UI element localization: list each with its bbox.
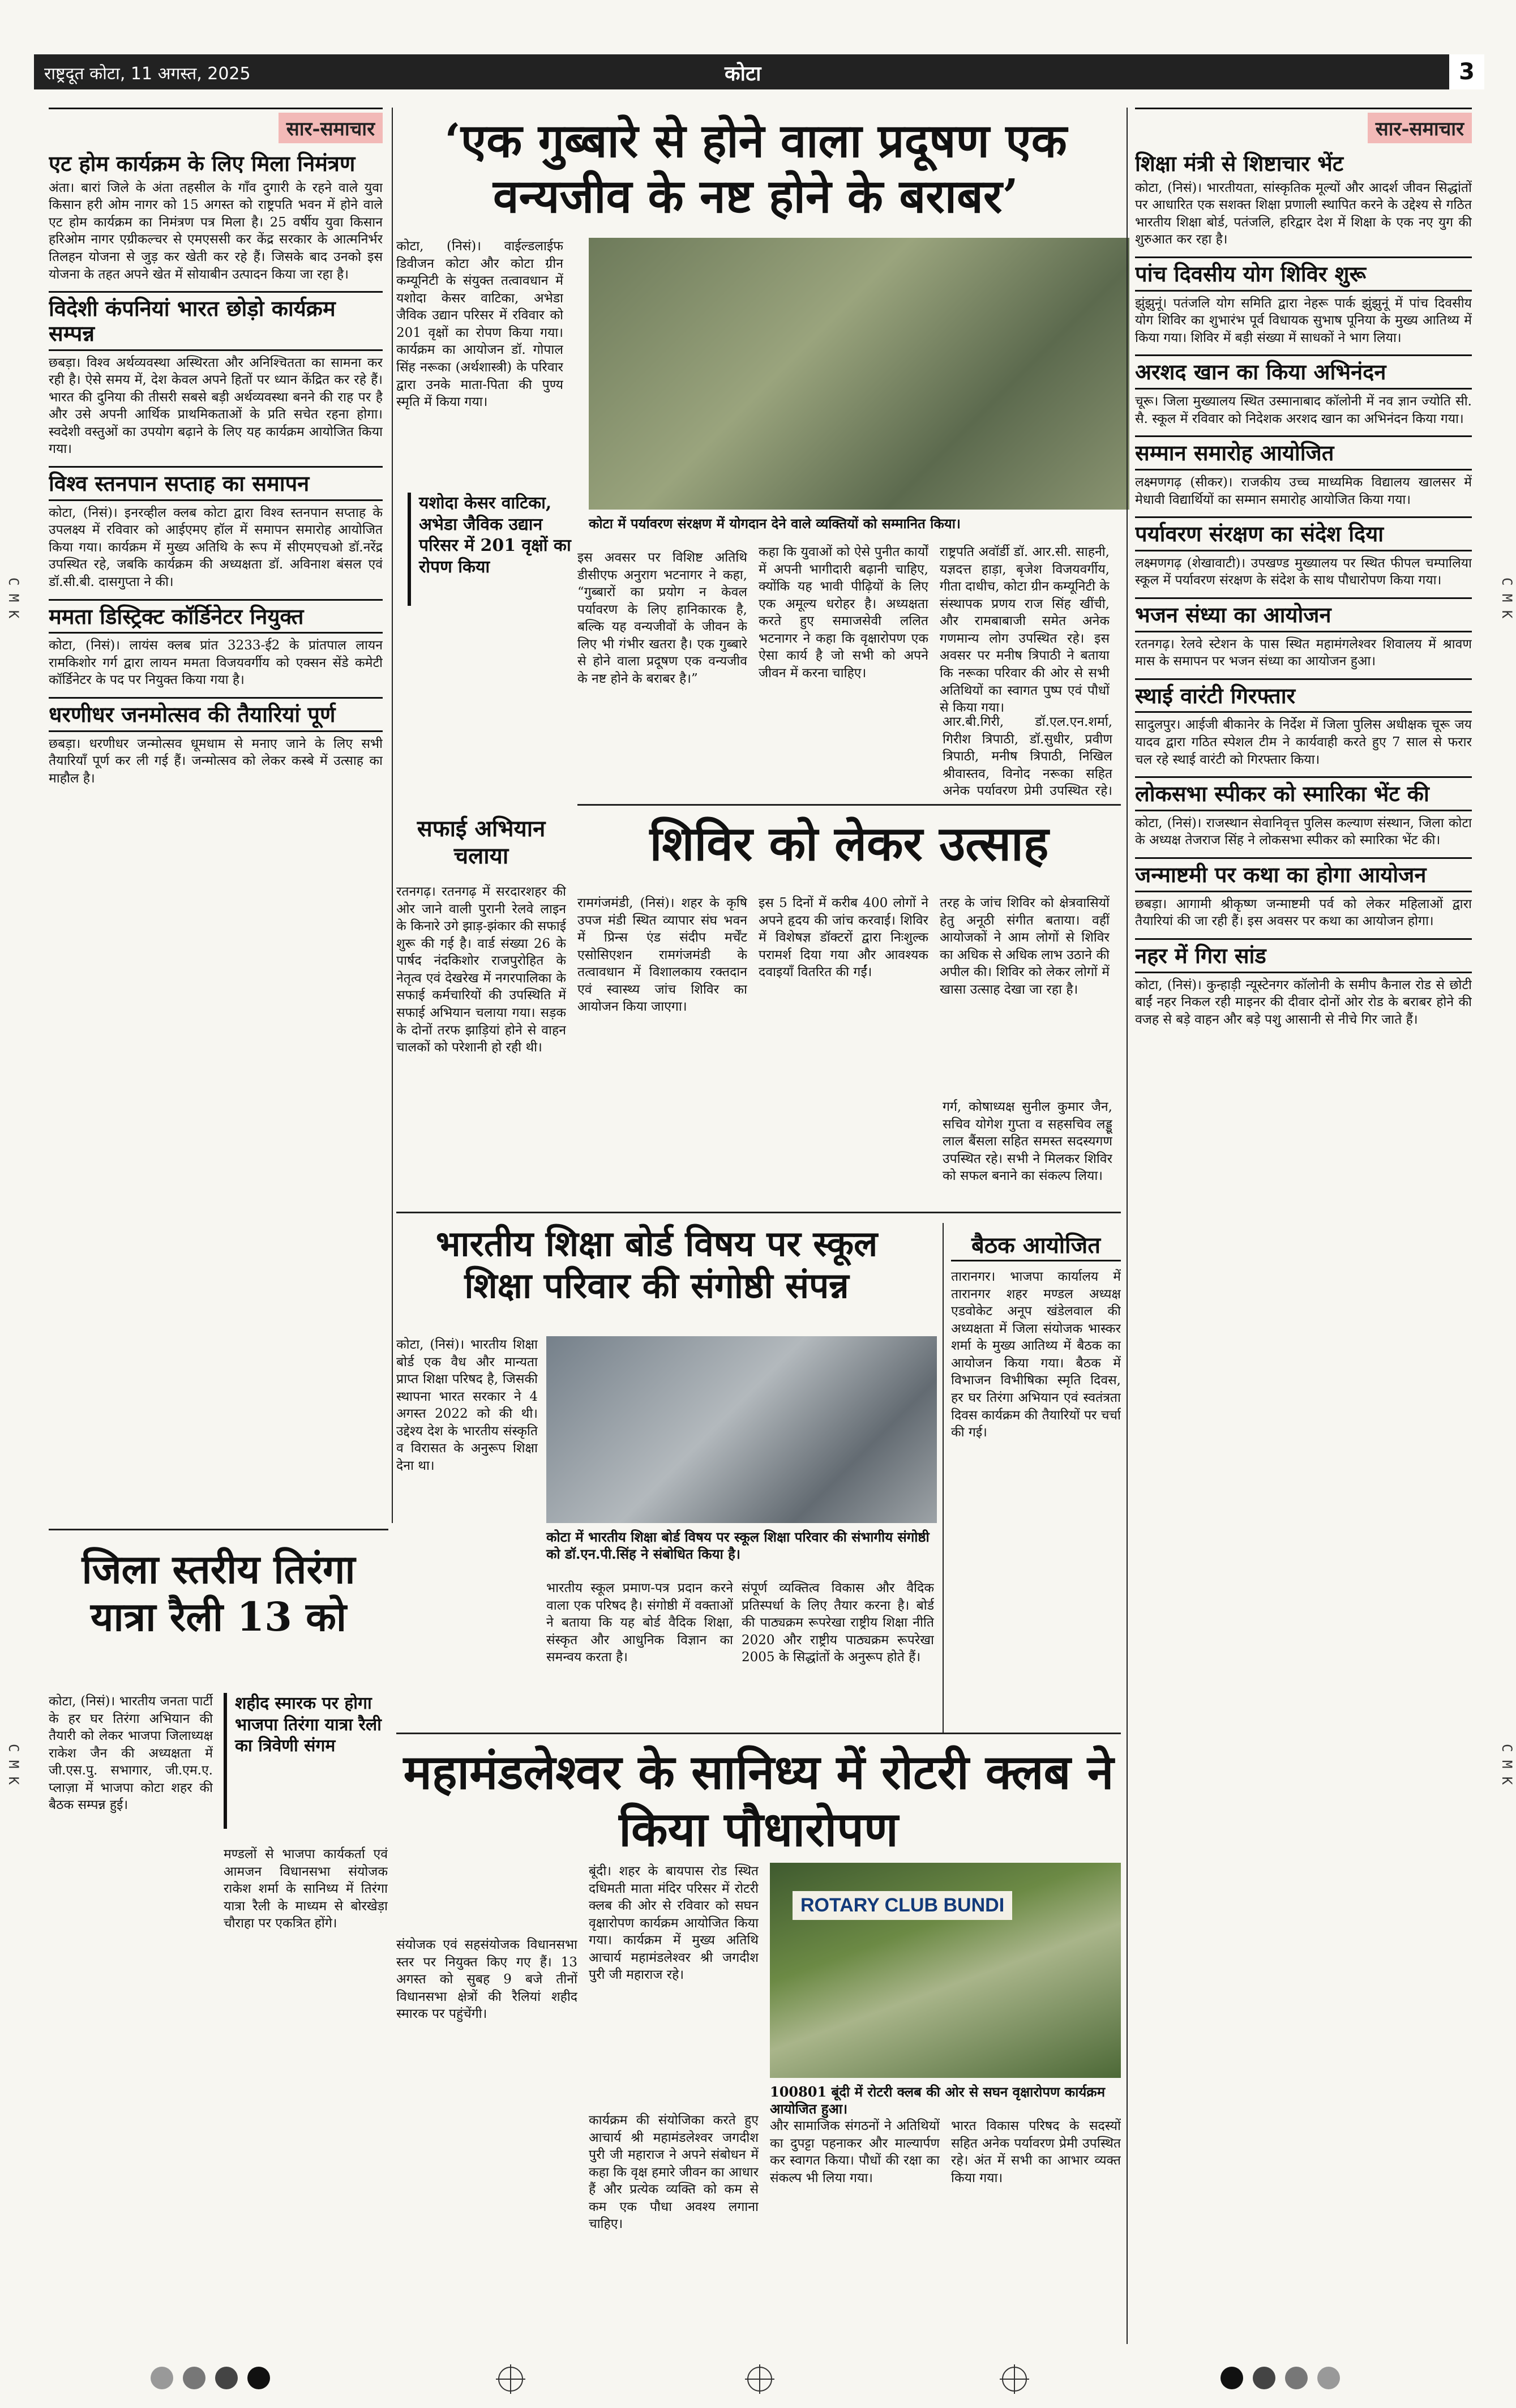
- print-dot: [151, 2367, 173, 2389]
- brief-heading: ममता डिस्ट्रिक्ट कॉर्डिनेटर नियुक्त: [49, 599, 383, 634]
- rotary-body-col3: [770, 2118, 940, 2344]
- brief-body: सादुलपुर। आईजी बीकानेर के निर्देश में जिला पुलिस अधीक्षक चूरू जय यादव द्वारा गठित स्पेशल टीम ने कार्यवाही करते हुए 7 साल से फरार चल रहे स्थाई वारंटी को गिरफ्तार किया।: [1135, 717, 1472, 767]
- section-divider: [577, 804, 1121, 806]
- rotary-paragraph: और सामाजिक संगठनों ने अतिथियों का दुपट्टा पहनाकर और माल्यार्पण कर स्वागत किया। पौधों की रक्षा का संकल्प भी लिया गया।: [770, 2119, 940, 2185]
- lead-body-col3: [759, 544, 928, 798]
- brief-body: कोटा, (निसं)। भारतीयता, सांस्कृतिक मूल्यों और आदर्श जीवन सिद्धांतों पर आधारित एक सशक्त शिक्षा प्रणाली स्थापित करने के उद्देश्य से गठित भारतीय शिक्षा बोर्ड, पतंजलि, हरिद्वार देश में शिक्षा के एक नए युग की शुरुआत कर रहा है।: [1135, 180, 1472, 247]
- print-dot: [1285, 2367, 1308, 2389]
- brief-heading: एट होम कार्यक्रम के लिए मिला निमंत्रण: [49, 151, 356, 176]
- print-dot: [1317, 2367, 1340, 2389]
- brief-body: लक्ष्मणगढ़ (सीकर)। राजकीय उच्च माध्यमिक विद्यालय खालसर में मेधावी विद्यार्थियों का सम्मान समारोह आयोजित किया गया।: [1135, 474, 1472, 507]
- brief-heading: भजन संध्या का आयोजन: [1135, 597, 1472, 632]
- brief-heading: नहर में गिरा सांड: [1135, 938, 1472, 973]
- column-divider: [392, 108, 393, 1523]
- registration-cmk-left-lower: C M K: [6, 1744, 22, 1785]
- section-divider: [396, 1212, 1121, 1213]
- rotary-body-col2: [589, 2112, 759, 2344]
- rally-body-col2: [224, 1846, 388, 2344]
- rally-highlight-text: शहीद स्मारक पर होगा भाजपा तिरंगा यात्रा रैली का त्रिवेणी संगम: [235, 1693, 382, 1756]
- brief-body: रतनगढ़। रेलवे स्टेशन के पास स्थित महामंगलेश्वर शिवालय में श्रावण मास के समापन पर भजन संध्या का आयोजन हुआ।: [1135, 636, 1472, 669]
- meeting-heading: बैठक आयोजित: [951, 1229, 1121, 1261]
- column-divider-right: [1127, 108, 1128, 2344]
- brief-heading: विश्व स्तनपान सप्ताह का समापन: [49, 466, 383, 501]
- cleanliness-heading: सफाई अभियान चलाया: [417, 815, 546, 869]
- lead-paragraph: इस अवसर पर विशिष्ट अतिथि डीसीएफ अनुराग भटनागर ने कहा, “गुब्बारों का प्रयोग न केवल पर्यावरण के लिए हानिकारक है, बल्कि यह वन्यजीवों के जीवन के लिए भी गंभीर खतरा है। एक गुब्बारे से होने वाला प्रदूषण एक वन्यजीव के नष्ट होने के बराबर है।”: [577, 550, 747, 687]
- section-divider: [396, 1733, 1121, 1734]
- print-dot: [215, 2367, 238, 2389]
- board-body-col1: [396, 1336, 538, 1574]
- print-dot: [1220, 2367, 1243, 2389]
- rotary-paragraph: भारत विकास परिषद के सदस्यों सहित अनेक पर्यावरण प्रेमी उपस्थित रहे। अंत में सभी का आभार व्यक्त किया गया।: [951, 2119, 1121, 2185]
- brief-heading: धरणीधर जनमोत्सव की तैयारियां पूर्ण: [49, 697, 383, 732]
- rally-headline: जिला स्तरीय तिरंगा यात्रा रैली 13 को: [82, 1546, 356, 1640]
- camp-paragraph: रामगंजमंडी, (निसं)। शहर के कृषि उपज मंडी स्थित व्यापार संघ भवन में प्रिन्स एंड संदीप मर्चेंट एसोसिएशन रामगंजमंडी के तत्वावधान में विशालकाय रक्तदान एवं स्वास्थ्य जांच शिविर का आयोजन किया जाएगा।: [577, 896, 747, 1015]
- rally-highlight-box: [224, 1693, 388, 1829]
- lead-photo-caption: कोटा में पर्यावरण संरक्षण में योगदान देने वाले व्यक्तियों को सम्मानित किया।: [589, 515, 961, 532]
- brief-heading: लोकसभा स्पीकर को स्मारिका भेंट की: [1135, 776, 1472, 811]
- board-body-col1b: [396, 1580, 538, 1721]
- registration-cross-icon: [498, 2367, 523, 2392]
- brief-body: कोटा, (निसं)। इनरव्हील क्लब कोटा द्वारा विश्व स्तनपान सप्ताह के उपलक्ष्य में रविवार को आईएमए हॉल में समापन समारोह आयोजित किया गया। कार्यक्रम में मुख्य अतिथि के रूप में सीएमएचओ डॉ.नरेंद्र उपस्थित रहे, जबकि कार्यक्रम की अध्यक्षता डॉ. अविनाश बंसल एवं डॉ.सी.बी. दासगुप्ता ने की।: [49, 505, 383, 589]
- brief-body: कोटा, (निसं)। राजस्थान सेवानिवृत्त पुलिस कल्याण संस्थान, जिला कोटा के अध्यक्ष तेजराज सिंह ने लोकसभा स्पीकर को स्मारिका भेंट की।: [1135, 815, 1472, 848]
- page-header: [34, 54, 1483, 89]
- camp-paragraph: तरह के जांच शिविर को क्षेत्रवासियों हेतु अनूठी संगीत बताया। वहीं आयोजकों ने आम लोगों से शिविर का अधिक से अधिक लाभ उठाने की अपील की। शिविर को लेकर लोगों में खासा उत्साह देखा जा रहा है।: [940, 896, 1110, 997]
- board-paragraph: भारतीय स्कूल प्रमाण-पत्र प्रदान करने वाला एक परिषद है। संगोष्ठी में वक्ताओं ने बताया कि यह बोर्ड वैदिक शिक्षा, संस्कृत और आधुनिक विज्ञान का समन्वय करता है।: [546, 1581, 733, 1665]
- brief-heading: पर्यावरण संरक्षण का संदेश दिया: [1135, 516, 1472, 551]
- rotary-body-col4: [951, 2118, 1121, 2344]
- brief-heading: अरशद खान का किया अभिनंदन: [1135, 354, 1472, 390]
- registration-cmk-right: C M K: [1499, 578, 1515, 619]
- rotary-paragraph: बूंदी। शहर के बायपास रोड स्थित दधिमती माता मंदिर परिसर में रोटरी क्लब की ओर से रविवार को सघन वृक्षारोपण कार्यक्रम आयोजित किया गया। कार्यक्रम में मुख्य अतिथि आचार्य महामंडलेश्वर श्री जगदीश पुरी जी महाराज रहे।: [589, 1864, 759, 1983]
- lead-highlight-box: [408, 493, 572, 606]
- rally-paragraph: संयोजक एवं सहसंयोजक विधानसभा स्तर पर नियुक्त किए गए हैं। 13 अगस्त को सुबह 9 बजे तीनों विधानसभा क्षेत्रों की रैलियां शहीद स्मारक पर पहुंचेंगी।: [396, 1937, 577, 2022]
- board-paragraph: कोटा, (निसं)। भारतीय शिक्षा बोर्ड एक वैध और मान्यता प्राप्त शिक्षा परिषद है, जिसकी स्थापना भारत सरकार ने 4 अगस्त 2022 को की थी। उद्देश्य देश के भारतीय संस्कृति व विरासत के अनुरूप शिक्षा देना था।: [396, 1337, 538, 1474]
- registration-cross-icon: [747, 2367, 772, 2392]
- brief-heading: शिक्षा मंत्री से शिष्टाचार भेंट: [1135, 151, 1344, 176]
- rotary-photo-caption: 100801 बूंदी में रोटरी क्लब की ओर से सघन वृक्षारोपण कार्यक्रम आयोजित हुआ।: [770, 2084, 1106, 2117]
- section-name: कोटा: [725, 62, 761, 85]
- camp-body-col1: [577, 895, 747, 1200]
- brief-heading: स्थाई वारंटी गिरफ्तार: [1135, 678, 1472, 713]
- rotary-headline: महामंडलेश्वर के सानिध्य में रोटरी क्लब ने किया पौधारोपण: [403, 1744, 1114, 1857]
- color-bar-right: [1217, 2367, 1343, 2392]
- print-dot: [247, 2367, 270, 2389]
- rotary-banner: ROTARY CLUB BUNDI: [793, 1891, 1012, 1920]
- brief-heading: विदेशी कंपनियां भारत छोड़ो कार्यक्रम सम्पन्न: [49, 291, 383, 350]
- board-photo: [546, 1336, 937, 1523]
- board-body-col3: [742, 1580, 934, 1721]
- board-headline: भारतीय शिक्षा बोर्ड विषय पर स्कूल शिक्षा परिवार की संगोष्ठी संपन्न: [435, 1223, 878, 1307]
- brief-heading: जन्माष्टमी पर कथा का होगा आयोजन: [1135, 857, 1472, 892]
- board-paragraph: संपूर्ण व्यक्तित्व विकास और वैदिक प्रतिस्पर्धा के लिए तैयार करना है। बोर्ड की पाठ्यक्रम रूपरेखा राष्ट्रीय शिक्षा नीति 2020 और राष्ट्रीय पाठ्यक्रम रूपरेखा 2005 के सिद्धांतों के अनुरूप होते हैं।: [742, 1581, 934, 1665]
- camp-paragraph: गर्ग, कोषाध्यक्ष सुनील कुमार जैन, सचिव योगेश गुप्ता व सहसचिव लड्डू लाल बैंसला सहित समस्त सदस्यगण उपस्थित रहे। सभी ने मिलकर शिविर को सफल बनाने का संकल्प लिया।: [943, 1100, 1112, 1184]
- camp-body-col2: [759, 895, 928, 1200]
- print-dot: [183, 2367, 205, 2389]
- rally-body-col1: [49, 1693, 213, 2344]
- board-body-col2: [546, 1580, 733, 1721]
- brief-body: लक्ष्मणगढ़ (शेखावाटी)। उपखण्ड मुख्यालय पर स्थित फीपल चम्पालिया स्कूल में पर्यावरण संरक्षण के संदेश के साथ पौधारोपण किया गया।: [1135, 555, 1472, 588]
- lead-body-col1: [396, 238, 563, 481]
- right-news-column: [1135, 108, 1472, 2344]
- brief-body: अंता। बारां जिले के अंता तहसील के गाँव दुगारी के रहने वाले युवा किसान हरी ओम नागर को 15 अगस्त को राष्ट्रपति भवन में होने वाले एट होम कार्यक्रम का निमंत्रण पत्र मिला है। 25 वर्षीय युवा किसान हरिओम नागर एग्रीकल्चर से एमएससी कर केंद्र सरकार के आत्मनिर्भर तिलहन योजना से जुड़ कर खेती कर रहे हैं। जिसके बाद उनको इस योजना के तहत अपने खेत में सोयाबीन उत्पादन किया जा रहा है।: [49, 180, 383, 282]
- brief-heading: सम्मान समारोह आयोजित: [1135, 435, 1472, 471]
- cleanliness-body: [396, 883, 566, 1200]
- page-number: 3: [1449, 54, 1484, 89]
- section-tag: सार-समाचार: [279, 113, 383, 143]
- section-tag-right: सार-समाचार: [1368, 113, 1472, 143]
- meeting-body: [951, 1268, 1121, 1727]
- section-divider: [49, 1529, 388, 1530]
- lead-highlight-text: यशोदा केसर वाटिका, अभेडा जैविक उद्यान परिसर में 201 वृक्षों का रोपण किया: [419, 493, 571, 577]
- rally-paragraph: मण्डलों से भाजपा कार्यकर्ता एवं आमजन विधानसभा संयोजक राकेश शर्मा के सानिध्य में तिरंगा यात्रा रैली के माध्यम से बोरखेड़ा चौराहा पर एकत्रित होंगे।: [224, 1847, 388, 1931]
- column-divider-meeting: [943, 1223, 944, 1733]
- rally-body-col3: [396, 1936, 577, 2344]
- masthead-date: राष्ट्रदूत कोटा, 11 अगस्त, 2025: [44, 64, 251, 84]
- lead-body-col5: [943, 713, 1112, 798]
- brief-body: कोटा, (निसं)। लायंस क्लब प्रांत 3233-ई2 के प्रांतपाल लायन रामकिशोर गर्ग द्वारा लायन ममता विजयवर्गीय को एक्सन सेंडे कमेटी कॉर्डिनेटर के पद पर नियुक्त किया गया है।: [49, 638, 383, 688]
- registration-cross-icon: [1002, 2367, 1027, 2392]
- brief-body: झुंझुनूं। पतंजलि योग समिति द्वारा नेहरू पार्क झुंझुनूं में पांच दिवसीय योग शिविर का शुभारंभ पूर्व विधायक सुभाष पूनिया के मुख्य आतिथ्य में किया गया। शिविर में बड़ी संख्या में साधकों ने भाग लिया।: [1135, 296, 1472, 345]
- brief-body: कोटा, (निसं)। कुन्हाड़ी न्यूस्टेनगर कॉलोनी के समीप कैनाल रोड से छोटी बाईं नहर निकल रही माइनर की दीवार दोनों ओर रोड के बराबर होने की वजह से बड़े वाहन और बड़े पशु आसानी से नीचे गिर जाते हैं।: [1135, 977, 1472, 1027]
- lead-paragraph: कहा कि युवाओं को ऐसे पुनीत कार्यों में अपनी भागीदारी बढ़ानी चाहिए, क्योंकि यह भावी पीढ़ियों के लिए एक अमूल्य धरोहर है। अध्यक्षता करते हुए समाजसेवी ललित भटनागर ने कहा कि वृक्षारोपण एक ऐसा कार्य है जो सभी को अपने जीवन में करना चाहिए।: [759, 545, 928, 681]
- brief-body: छबड़ा। धरणीधर जन्मोत्सव धूमधाम से मनाए जाने के लिए सभी तैयारियाँ पूर्ण कर ली गई हैं। जन्मोत्सव को लेकर कस्बे में उत्साह का माहौल है।: [49, 736, 383, 786]
- lead-paragraph: कोटा, (निसं)। वाईल्डलाईफ डिवीजन कोटा और कोटा ग्रीन कम्यूनिटी के संयुक्त तत्वावधान में यशोदा केसर वाटिका, अभेडा जैविक उद्यान परिसर में रविवार को 201 वृक्षों का रोपण किया गया। कार्यक्रम का आयोजन डॉ. गोपाल सिंह नरूका (अर्थशास्त्री) के परिवार द्वारा उनके माता-पिता की पुण्य स्मृति में किया गया।: [396, 239, 563, 410]
- camp-headline: शिविर को लेकर उत्साह: [649, 815, 1049, 871]
- registration-cmk-right-lower: C M K: [1499, 1744, 1515, 1785]
- cleanliness-paragraph: रतनगढ़। रतनगढ़ में सरदारशहर की ओर जाने वाली पुरानी रेलवे लाइन के किनारे उगे झाड़-झंकार की सफाई शुरू की गई है। वार्ड संख्या 26 के पार्षद नंदकिशोर राजपुरोहित के नेतृत्व एवं देखरेख में नगरपालिका के सफाई कर्मचारियों की उपस्थिति में सफाई अभियान चलाया गया। सड़क के दोनों तरफ झाड़ियां होने से वाहन चालकों को परेशानी हो रही थी।: [396, 884, 566, 1055]
- left-news-column: [49, 108, 383, 1517]
- rotary-photo: [770, 1863, 1121, 2078]
- rally-paragraph: कोटा, (निसं)। भारतीय जनता पार्टी के हर घर तिरंगा अभियान की तैयारी को लेकर भाजपा जिलाध्यक्ष राकेश जैन की अध्यक्षता में जी.एस.पु. सभागार, जी.एम.ए. प्लाज़ा में भाजपा कोटा शहर की बैठक सम्पन्न हुई।: [49, 1694, 213, 1813]
- meeting-paragraph: तारानगर। भाजपा कार्यालय में तारानगर शहर मण्डल अध्यक्ष एडवोकेट अनूप खंडेलवाल की अध्यक्षता में जिला संयोजक भास्कर शर्मा के मुख्य आतिथ्य में बैठक का आयोजन किया गया। बैठक में विभाजन विभीषिका स्मृति दिवस, हर घर तिरंगा अभियान एवं स्वतंत्रता दिवस कार्यक्रम की तैयारियों पर चर्चा की गई।: [951, 1269, 1121, 1440]
- lead-headline: ‘एक गुब्बारे से होने वाला प्रदूषण एक वन्यजीव के नष्ट होने के बराबर’: [444, 114, 1067, 224]
- camp-body-col4: [943, 1098, 1112, 1200]
- color-bar-left: [147, 2367, 273, 2392]
- lead-body-col2: [577, 549, 747, 798]
- brief-body: छबड़ा। विश्व अर्थव्यवस्था अस्थिरता और अनिश्चितता का सामना कर रही है। ऐसे समय में, देश केवल अपने हितों पर ध्यान केंद्रित कर रहे हैं। भारत की दुनिया की तीसरी सबसे बड़ी अर्थव्यवस्था बनने की राह पर है और उसे अपनी आर्थिक प्राथमिकताओं के प्रति सचेत रहना होगा। स्वदेशी वस्तुओं का उपयोग बढ़ाने के लिए यह कार्यक्रम आयोजित किया गया।: [49, 355, 383, 457]
- rotary-body-col1: [589, 1863, 759, 2106]
- lead-paragraph: राष्ट्रपति अवॉर्डी डॉ. आर.सी. साहनी, यज्ञदत्त हाड़ा, बृजेश विजयवर्गीय, गीता दाधीच, कोटा ग्रीन कम्यूनिटी के संस्थापक प्रणय राज सिंह खींची, और रामबाबाजी समेत अनेक गणमान्य लोग उपस्थित रहे। इस अवसर पर मनीष त्रिपाठी ने बताया कि नरूका परिवार की ओर से सभी अतिथियों का स्वागत पुष्प एवं पौधों से किया गया।: [940, 545, 1110, 716]
- brief-heading: पांच दिवसीय योग शिविर शुरू: [1135, 256, 1472, 292]
- rotary-paragraph: कार्यक्रम की संयोजिका करते हुए आचार्य श्री महामंडलेश्वर जगदीश पुरी जी महाराज ने अपने संबोधन में कहा कि वृक्ष हमारे जीवन का आधार हैं और प्रत्येक व्यक्ति को कम से कम एक पौधा अवश्य लगाना चाहिए।: [589, 2113, 759, 2232]
- lead-photo: [589, 238, 1129, 510]
- lead-paragraph: आर.बी.गिरी, डॉ.एल.एन.शर्मा, गिरीश त्रिपाठी, डॉ.सुधीर, प्रवीण त्रिपाठी, मनीष त्रिपाठी, निखिल श्रीवास्तव, विनोद नरूका सहित अनेक पर्यावरण प्रेमी उपस्थित रहे।: [943, 715, 1112, 798]
- brief-body: छबड़ा। आगामी श्रीकृष्ण जन्माष्टमी पर्व को लेकर महिलाओं द्वारा तैयारियां की जा रही हैं। इस अवसर पर कथा का आयोजन होगा।: [1135, 896, 1472, 929]
- camp-paragraph: इस 5 दिनों में करीब 400 लोगों ने अपने हृदय की जांच करवाई। शिविर में विशेषज्ञ डॉक्टरों द्वारा निःशुल्क परामर्श दिया गया और आवश्यक दवाइयाँ वितरित की गईं।: [759, 896, 928, 980]
- registration-cmk-left: C M K: [6, 578, 22, 619]
- board-photo-caption: कोटा में भारतीय शिक्षा बोर्ड विषय पर स्कूल शिक्षा परिवार की संभागीय संगोष्ठी को डॉ.एन.पी.सिंह ने संबोधित किया है।: [546, 1529, 930, 1562]
- print-dot: [1253, 2367, 1275, 2389]
- brief-body: चूरू। जिला मुख्यालय स्थित उस्मानाबाद कॉलोनी में नव ज्ञान ज्योति सी. सै. स्कूल में रविवार को निदेशक अरशद खान का अभिनंदन किया गया।: [1135, 394, 1472, 426]
